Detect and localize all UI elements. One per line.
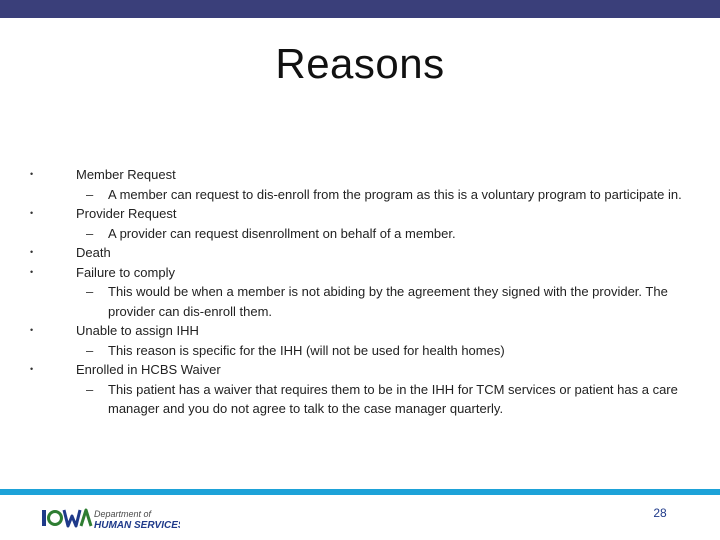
logo-line2: HUMAN SERVICES [94,520,180,531]
bullet-list [30,165,700,419]
sub-bullet-item [30,380,700,419]
bullet-label: Enrolled in HCBS Waiver [76,362,221,377]
slide-title: Reasons [275,40,445,87]
sub-bullet-text: This would be when a member is not abiding by the agreement they signed with the provider. The provider can dis-enroll them. [108,284,668,319]
bullet-item [30,321,700,341]
bullet-label: Unable to assign IHH [76,323,199,338]
sub-bullet-text: A provider can request disenrollment on behalf of a member. [108,225,456,241]
top-accent-bar [0,0,720,18]
bullet-dot: • [30,247,34,257]
sub-bullet-dash: – [86,284,94,299]
logo-line1: Department of [94,509,152,519]
sub-bullet-dash: – [86,186,94,202]
bullet-dot: • [30,364,34,374]
bullet-item [30,263,700,283]
sub-bullet-dash: – [86,342,94,358]
bullet-label: Failure to comply [76,264,175,280]
bullet-item [30,243,700,263]
iowa-dhs-logo-icon [40,505,180,531]
sub-bullet-item [30,185,700,205]
sub-bullet-text: A member can request to dis-enroll from the program as this is a voluntary program to participate in. [108,186,682,202]
sub-bullet-text: This patient has a waiver that requires them to be in the IHH for TCM services or patient has a care manager and you do not agree to talk to the case manager quarterly. [108,381,678,416]
bullet-dot: • [30,208,34,218]
bullet-label: Death [76,245,111,260]
sub-bullet-text: This reason is specific for the IHH (will not be used for health homes) [108,342,505,358]
bullet-dot: • [30,169,34,179]
bullet-dot: • [30,325,34,335]
sub-bullet-dash: – [86,225,94,241]
bullet-item [30,204,700,224]
bullet-dot: • [30,266,34,277]
bullet-item [30,360,700,380]
sub-bullet-item [30,224,700,244]
sub-bullet-dash: – [86,381,94,397]
bullet-label: Member Request [76,167,176,182]
sub-bullet-item [30,341,700,361]
bullet-label: Provider Request [76,206,177,221]
sub-bullet-item [30,282,700,321]
page-number: 28 [653,506,667,520]
bullet-item [30,165,700,185]
iowa-dhs-logo [40,505,180,531]
